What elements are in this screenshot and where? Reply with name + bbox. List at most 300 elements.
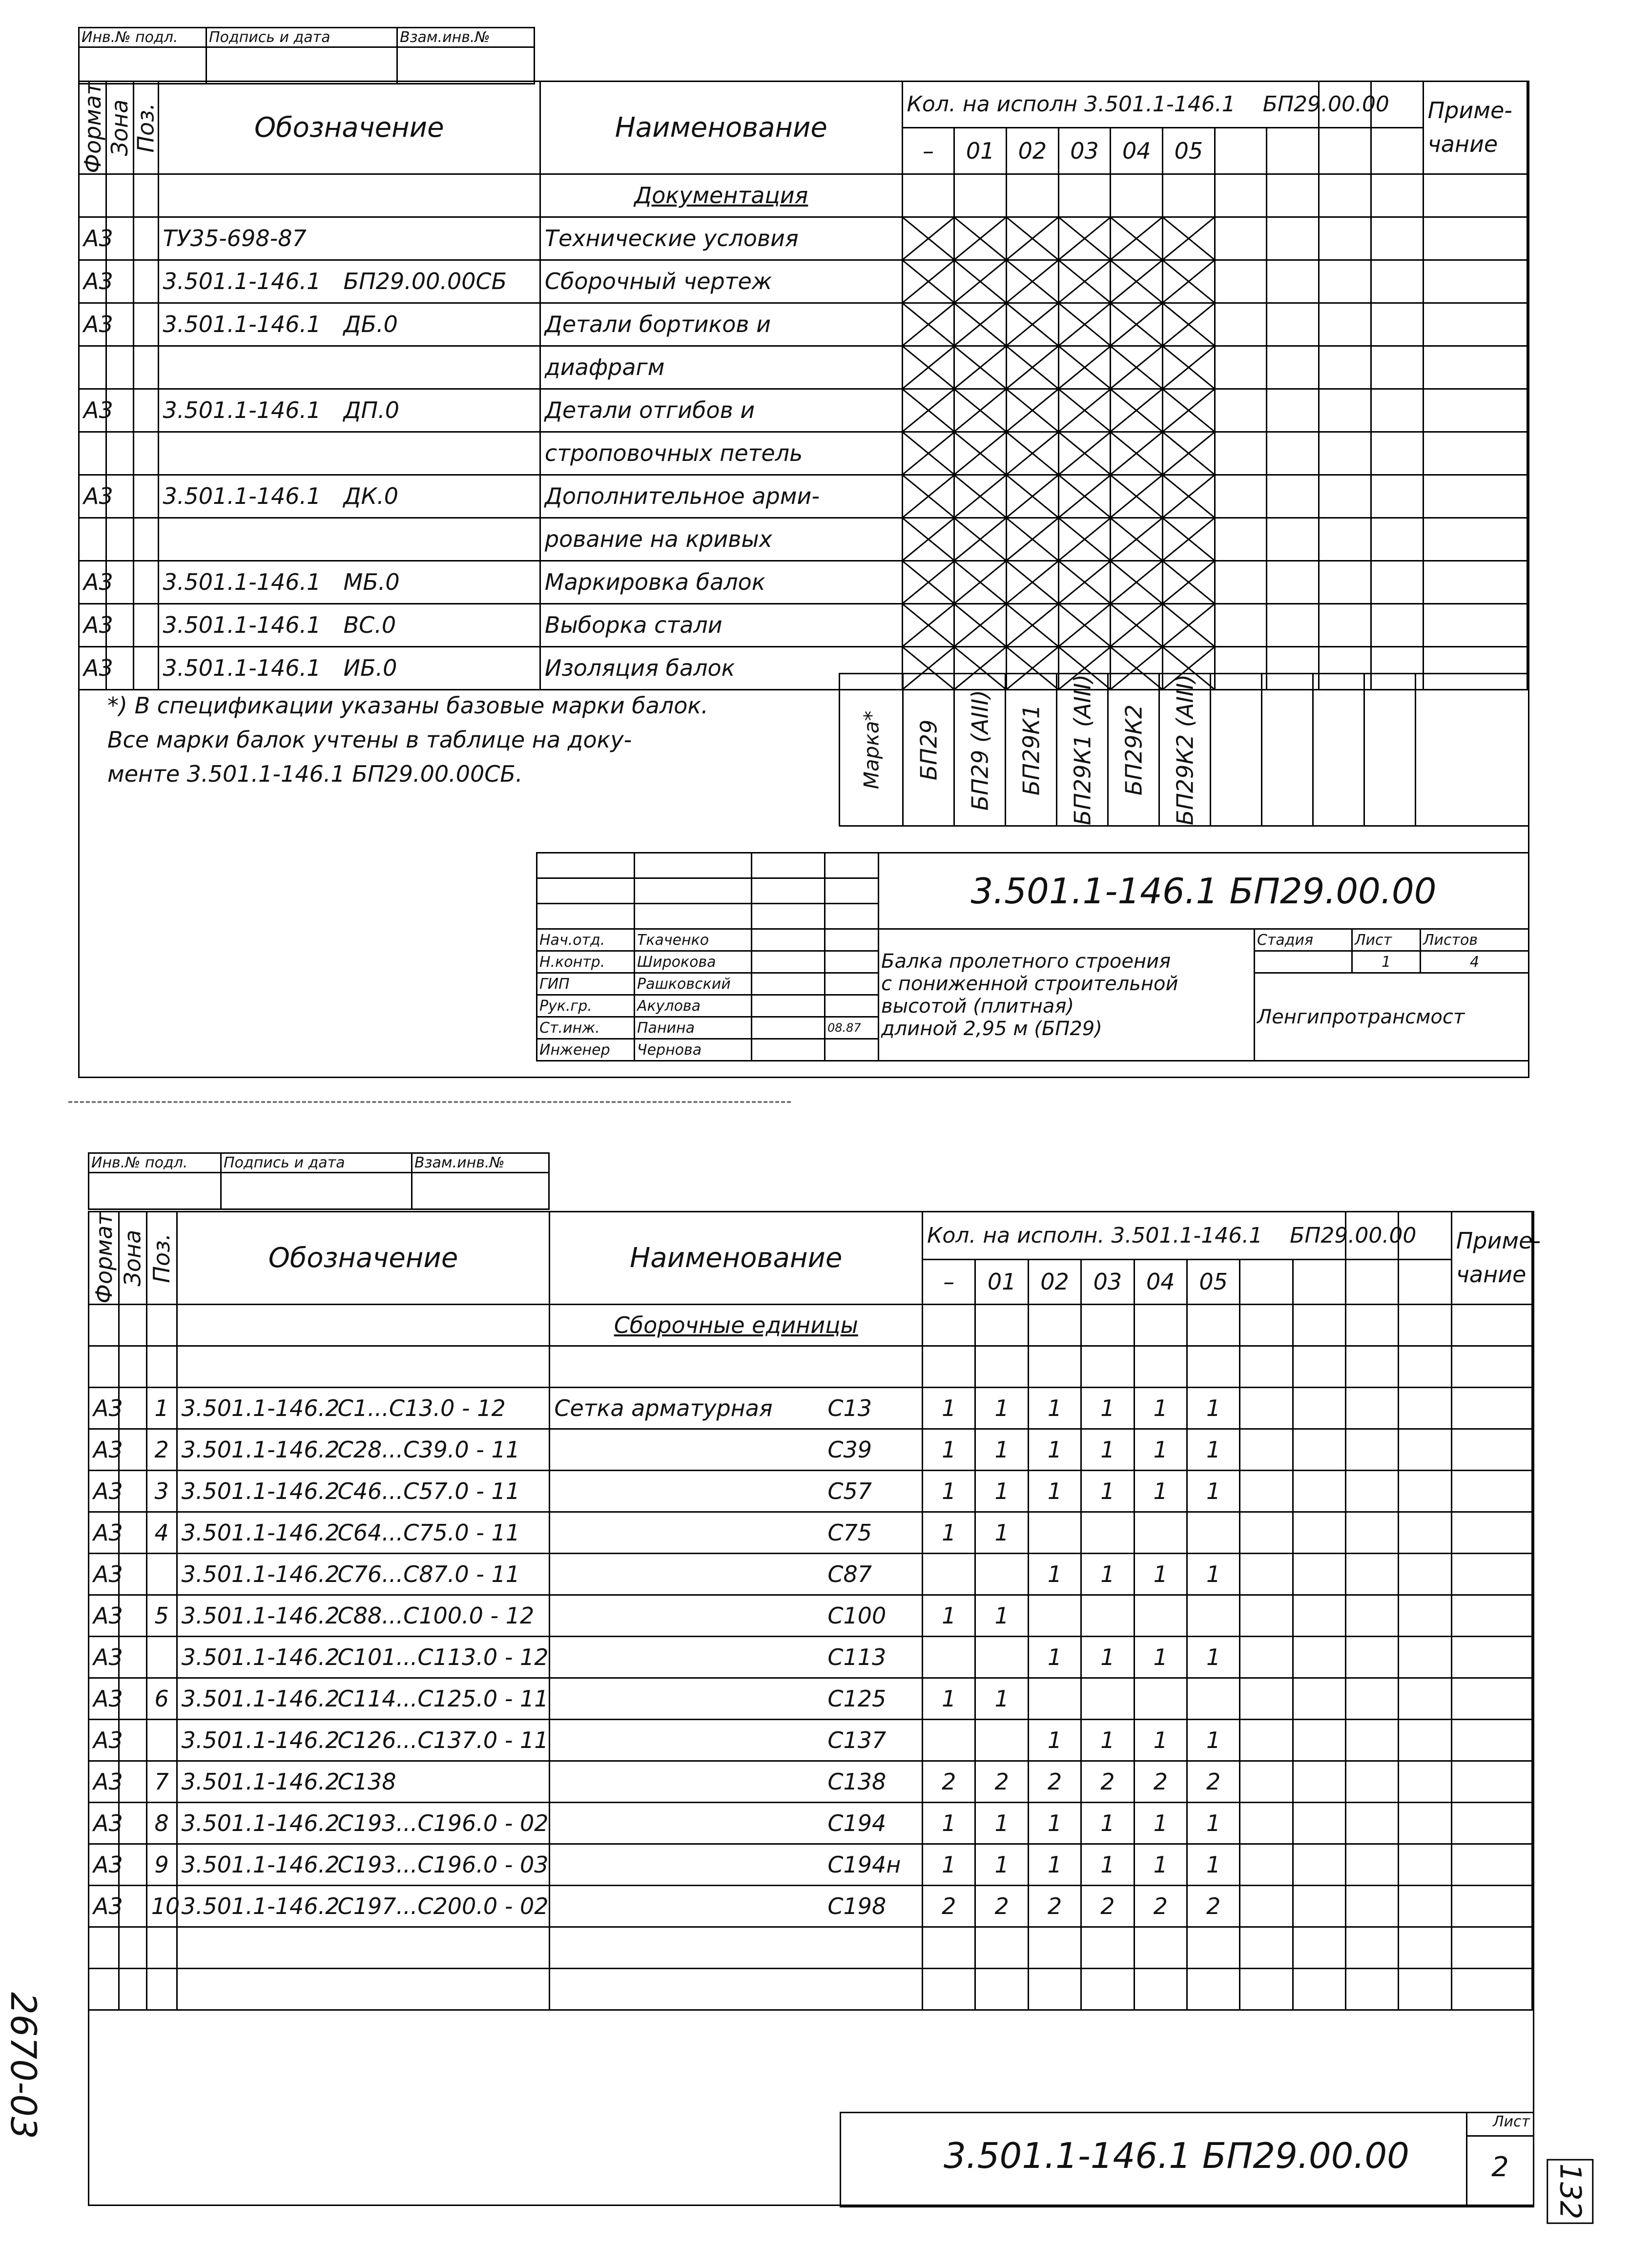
cross-mark xyxy=(902,346,954,389)
qty-cell: 2 xyxy=(975,1761,1028,1802)
qty-cell: 1 xyxy=(1187,1470,1239,1512)
row-format xyxy=(79,346,106,389)
row-format: А3 xyxy=(79,303,106,346)
row-naim xyxy=(550,1553,923,1595)
row-doc-code: С28...С39.0 - 11 xyxy=(337,1436,520,1463)
col-kol: Кол. на исполн. 3.501.1-146.1 xyxy=(927,1223,1263,1248)
qty-cell: 1 xyxy=(1028,1429,1081,1470)
qty-cell: 1 xyxy=(1028,1387,1081,1429)
cross-mark xyxy=(954,603,1007,646)
row-poz xyxy=(146,1553,177,1595)
col-zona: Зона xyxy=(106,82,133,174)
row-oboz-code: 3.501.1-146.2 xyxy=(181,1561,340,1587)
row-mark: С194 xyxy=(827,1810,887,1836)
col-isp-5: 05 xyxy=(1163,127,1215,174)
qty-cell: 1 xyxy=(923,1678,975,1719)
qty-cell: 1 xyxy=(975,1387,1028,1429)
cross-mark xyxy=(1058,346,1111,389)
cross-mark xyxy=(1007,346,1059,389)
spec-row xyxy=(79,432,1527,475)
col-isp-3: 03 xyxy=(1081,1259,1134,1304)
cross-mark xyxy=(1058,432,1111,475)
row-format: А3 xyxy=(89,1761,119,1802)
cross-mark xyxy=(1163,346,1215,389)
mark-4: БП29К2 xyxy=(1108,674,1159,826)
row-mark: С138 xyxy=(827,1768,887,1795)
col-isp-5: 05 xyxy=(1187,1259,1239,1304)
cross-mark xyxy=(1163,217,1215,260)
row-doc-code: ДБ.0 xyxy=(343,311,398,338)
qty-cell: 1 xyxy=(923,1429,975,1470)
qty-cell: 1 xyxy=(975,1429,1028,1470)
title-name-line: высотой (плитная) xyxy=(881,995,1074,1018)
spec-row xyxy=(79,303,1527,346)
row-format xyxy=(79,432,106,475)
row-poz xyxy=(133,217,158,260)
row-oboz-code: 3.501.1-146.2 xyxy=(181,1602,340,1629)
col-zona: Зона xyxy=(119,1212,146,1305)
qty-cell: 1 xyxy=(1187,1553,1239,1595)
cross-mark xyxy=(1163,389,1215,432)
cross-mark xyxy=(902,303,954,346)
row-mark: С100 xyxy=(827,1602,887,1629)
role: Рук.гр. xyxy=(537,995,635,1017)
row-naim: Технические условия xyxy=(540,217,902,260)
row-naim xyxy=(550,1844,923,1885)
title-block-2 xyxy=(840,2112,1534,2207)
cross-mark xyxy=(1163,303,1215,346)
row-naim xyxy=(550,1387,923,1429)
row-naim: Детали бортиков и xyxy=(540,303,902,346)
row-mark: С87 xyxy=(827,1561,872,1587)
row-oboz xyxy=(158,303,540,346)
row-oboz-code: 3.501.1-146.2 xyxy=(181,1810,340,1836)
qty-cell: 1 xyxy=(1081,1802,1134,1844)
cross-mark xyxy=(954,475,1007,518)
cross-mark xyxy=(954,260,1007,303)
row-doc-code: С114...С125.0 - 11 xyxy=(337,1685,549,1712)
row-poz xyxy=(133,389,158,432)
row-poz: 3 xyxy=(146,1470,177,1512)
row-oboz xyxy=(177,1719,550,1761)
spec-row xyxy=(89,1885,1532,1927)
col-isp-0: – xyxy=(923,1259,975,1304)
qty-cell xyxy=(1081,1595,1134,1636)
qty-cell: 2 xyxy=(1187,1761,1239,1802)
qty-cell: 1 xyxy=(975,1678,1028,1719)
qty-cell: 1 xyxy=(923,1470,975,1512)
cross-mark xyxy=(1111,303,1163,346)
cross-mark xyxy=(1058,518,1111,561)
cross-mark xyxy=(1111,475,1163,518)
cross-mark xyxy=(1058,217,1111,260)
row-oboz-code: 3.501.1-146.2 xyxy=(181,1394,340,1421)
qty-cell: 2 xyxy=(1081,1761,1134,1802)
stadia-label: Стадия xyxy=(1255,929,1352,951)
row-format: А3 xyxy=(79,561,106,603)
qty-cell: 1 xyxy=(923,1595,975,1636)
mark-3: БП29К1 (АIII) xyxy=(1057,674,1108,826)
row-oboz xyxy=(158,475,540,518)
row-oboz-code: 3.501.1-146.2 xyxy=(181,1436,340,1463)
spec-row xyxy=(79,475,1527,518)
cross-mark xyxy=(902,518,954,561)
col-isp-0: – xyxy=(902,127,954,174)
row-format xyxy=(79,174,106,217)
row-poz xyxy=(133,346,158,389)
spec-row xyxy=(79,518,1527,561)
title-name-line: с пониженной строительной xyxy=(881,972,1178,995)
qty-cell: 1 xyxy=(975,1844,1028,1885)
row-naim xyxy=(550,1885,923,1927)
row-oboz xyxy=(158,603,540,646)
row-mark: С137 xyxy=(827,1727,887,1753)
qty-cell xyxy=(1081,1678,1134,1719)
qty-cell: 2 xyxy=(1028,1761,1081,1802)
qty-cell xyxy=(1028,1512,1081,1553)
note-line: менте 3.501.1-146.1 БП29.00.00СБ. xyxy=(107,761,523,787)
qty-cell: 1 xyxy=(1134,1636,1187,1678)
role: Нач.отд. xyxy=(537,929,635,951)
row-mark: С194н xyxy=(827,1851,901,1878)
row-poz xyxy=(133,561,158,603)
spec-table-1 xyxy=(78,81,1528,690)
qty-cell: 1 xyxy=(1134,1387,1187,1429)
spec-row xyxy=(89,1761,1532,1802)
row-doc-code: С46...С57.0 - 11 xyxy=(337,1477,520,1504)
cross-mark xyxy=(1007,217,1059,260)
col-naim: Наименование xyxy=(540,82,902,174)
qty-cell: 1 xyxy=(923,1802,975,1844)
qty-cell: 2 xyxy=(1081,1885,1134,1927)
row-poz xyxy=(133,603,158,646)
row-naim: Сборочный чертеж xyxy=(540,260,902,303)
row-format: А3 xyxy=(89,1636,119,1678)
spec-row xyxy=(89,1595,1532,1636)
row-oboz-code: 3.501.1-146.1 xyxy=(163,483,321,510)
row-oboz xyxy=(177,1553,550,1595)
qty-cell: 1 xyxy=(1134,1844,1187,1885)
row-oboz-code: 3.501.1-146.1 xyxy=(163,569,321,596)
row-doc-code: МБ.0 xyxy=(343,569,400,596)
corner-sig: Подпись и дата xyxy=(206,28,397,47)
corner-vzam: Взам.инв.№ xyxy=(412,1153,549,1173)
qty-cell xyxy=(975,1553,1028,1595)
cross-mark xyxy=(1058,260,1111,303)
cross-mark xyxy=(954,389,1007,432)
row-format: А3 xyxy=(89,1470,119,1512)
row-naim: Выборка стали xyxy=(540,603,902,646)
list-label: Лист xyxy=(1467,2113,1533,2137)
corner-vzam: Взам.инв.№ xyxy=(397,28,535,47)
mark-2: БП29К1 xyxy=(1006,674,1057,826)
row-poz: 10 xyxy=(146,1885,177,1927)
cross-mark xyxy=(954,303,1007,346)
row-oboz-code: 3.501.1-146.2 xyxy=(181,1519,340,1546)
row-oboz xyxy=(177,1678,550,1719)
spec-row xyxy=(89,1636,1532,1678)
corner-stamp-1 xyxy=(78,27,535,84)
corner-stamp-2 xyxy=(88,1152,550,1210)
spec-row xyxy=(89,1553,1532,1595)
qty-cell: 1 xyxy=(1134,1470,1187,1512)
row-mark: С57 xyxy=(827,1477,872,1504)
row-oboz xyxy=(158,217,540,260)
note-line: *) В спецификации указаны базовые марки балок. xyxy=(107,692,708,719)
row-mark: С113 xyxy=(827,1644,887,1670)
row-naim: Документация xyxy=(540,174,902,217)
row-format: А3 xyxy=(79,260,106,303)
row-oboz xyxy=(177,1429,550,1470)
role: Н.контр. xyxy=(537,951,635,973)
col-isp-1: 01 xyxy=(975,1259,1028,1304)
row-mark: С198 xyxy=(827,1893,887,1919)
row-mark: С125 xyxy=(827,1685,887,1712)
row-oboz xyxy=(177,1885,550,1927)
spec-row xyxy=(89,1844,1532,1885)
row-oboz-code: 3.501.1-146.2 xyxy=(181,1685,340,1712)
row-oboz xyxy=(158,389,540,432)
row-oboz-code: ТУ35-698-87 xyxy=(163,225,307,252)
row-naim xyxy=(550,1802,923,1844)
row-oboz-code: 3.501.1-146.2 xyxy=(181,1893,340,1919)
cross-mark xyxy=(902,260,954,303)
row-oboz xyxy=(177,1844,550,1885)
cross-mark xyxy=(954,518,1007,561)
qty-cell: 1 xyxy=(975,1802,1028,1844)
mark-5: БП29К2 (АIII) xyxy=(1159,674,1211,826)
qty-cell: 2 xyxy=(1134,1761,1187,1802)
spec-row xyxy=(89,1719,1532,1761)
title-code-2: 3.501.1-146.1 БП29.00.00 xyxy=(944,2135,1409,2176)
row-oboz-code: 3.501.1-146.1 xyxy=(163,612,321,639)
qty-cell: 1 xyxy=(1028,1802,1081,1844)
row-oboz-code: 3.501.1-146.2 xyxy=(181,1727,340,1753)
qty-cell: 2 xyxy=(975,1885,1028,1927)
cross-mark xyxy=(954,561,1007,603)
row-naim: Дополнительное арми- xyxy=(540,475,902,518)
cross-mark xyxy=(902,603,954,646)
qty-cell: 2 xyxy=(923,1761,975,1802)
col-format: Формат xyxy=(79,82,106,173)
cross-mark xyxy=(1111,561,1163,603)
cross-mark xyxy=(1058,561,1111,603)
qty-cell: 1 xyxy=(1028,1553,1081,1595)
col-isp-2: 02 xyxy=(1028,1259,1081,1304)
row-poz xyxy=(133,432,158,475)
row-poz: 6 xyxy=(146,1678,177,1719)
row-doc-code: С76...С87.0 - 11 xyxy=(337,1561,520,1587)
qty-cell xyxy=(1187,1595,1239,1636)
row-poz: 1 xyxy=(146,1387,177,1429)
qty-cell: 1 xyxy=(923,1387,975,1429)
row-oboz-code: 3.501.1-146.2 xyxy=(181,1477,340,1504)
col-isp-2: 02 xyxy=(1007,127,1059,174)
date: 08.87 xyxy=(825,1017,879,1039)
qty-cell: 2 xyxy=(1028,1885,1081,1927)
row-naim xyxy=(550,1761,923,1802)
qty-cell: 1 xyxy=(1187,1802,1239,1844)
row-naim: строповочных петель xyxy=(540,432,902,475)
row-oboz-code: 3.501.1-146.2 xyxy=(181,1644,340,1670)
role: Ст.инж. xyxy=(537,1017,635,1039)
cross-mark xyxy=(1163,518,1215,561)
list-value: 2 xyxy=(1491,2151,1509,2183)
qty-cell: 1 xyxy=(1028,1719,1081,1761)
row-format: А3 xyxy=(89,1553,119,1595)
note-line: Все марки балок учтены в таблице на доку- xyxy=(107,727,632,753)
row-naim: Изоляция балок xyxy=(540,646,902,689)
row-oboz-code: 3.501.1-146.1 xyxy=(163,655,321,682)
qty-cell: 1 xyxy=(1187,1429,1239,1470)
qty-cell xyxy=(1187,1678,1239,1719)
row-doc-code: БП29.00.00СБ xyxy=(343,268,507,295)
row-doc-code: ДК.0 xyxy=(343,483,399,510)
row-oboz xyxy=(158,646,540,689)
cross-mark xyxy=(1163,561,1215,603)
row-doc-code: С126...С137.0 - 11 xyxy=(337,1727,549,1753)
row-doc-code: ДП.0 xyxy=(343,397,399,424)
row-format: А3 xyxy=(79,389,106,432)
cross-mark xyxy=(1111,389,1163,432)
person: Акулова xyxy=(635,995,752,1017)
col-oboz: Обозначение xyxy=(158,82,540,174)
spec-row xyxy=(89,1470,1532,1512)
cross-mark xyxy=(1007,475,1059,518)
cross-mark xyxy=(1058,475,1111,518)
row-doc-code: ВС.0 xyxy=(343,612,396,639)
note xyxy=(107,688,708,791)
row-oboz xyxy=(177,1802,550,1844)
cross-mark xyxy=(1163,260,1215,303)
cross-mark xyxy=(1007,260,1059,303)
row-naim xyxy=(550,1470,923,1512)
spec-row xyxy=(79,603,1527,646)
qty-cell: 1 xyxy=(1187,1636,1239,1678)
archive-number: 2670-03 xyxy=(3,1992,44,2139)
col-format: Формат xyxy=(89,1212,119,1305)
row-naim xyxy=(550,1719,923,1761)
row-poz: 4 xyxy=(146,1512,177,1553)
col-poz: Поз. xyxy=(133,82,158,174)
corner-inv: Инв.№ подл. xyxy=(79,28,206,47)
row-oboz xyxy=(177,1595,550,1636)
row-poz xyxy=(133,260,158,303)
row-format: А3 xyxy=(89,1512,119,1553)
row-doc-code: С193...С196.0 - 03 xyxy=(337,1851,549,1878)
qty-cell: 1 xyxy=(1187,1387,1239,1429)
qty-cell: 1 xyxy=(1081,1719,1134,1761)
qty-cell: 2 xyxy=(923,1885,975,1927)
qty-cell: 1 xyxy=(1028,1636,1081,1678)
row-naim xyxy=(550,1636,923,1678)
row-format: А3 xyxy=(79,217,106,260)
corner-sig: Подпись и дата xyxy=(221,1153,412,1173)
qty-cell: 1 xyxy=(975,1470,1028,1512)
row-poz xyxy=(133,518,158,561)
separator xyxy=(68,1101,791,1103)
row-format: А3 xyxy=(89,1885,119,1927)
row-poz xyxy=(133,475,158,518)
row-format: А3 xyxy=(79,475,106,518)
spec-row xyxy=(79,260,1527,303)
row-doc-code: С1...С13.0 - 12 xyxy=(337,1394,506,1421)
corner-inv: Инв.№ подл. xyxy=(89,1153,221,1173)
row-format: А3 xyxy=(89,1387,119,1429)
qty-cell: 1 xyxy=(1134,1802,1187,1844)
spec-row xyxy=(89,1802,1532,1844)
col-oboz: Обозначение xyxy=(177,1212,550,1305)
row-oboz-code: 3.501.1-146.2 xyxy=(181,1851,340,1878)
qty-cell: 1 xyxy=(1134,1429,1187,1470)
qty-cell: 1 xyxy=(1081,1470,1134,1512)
row-format: А3 xyxy=(79,603,106,646)
row-mark: С75 xyxy=(827,1519,872,1546)
qty-cell xyxy=(923,1719,975,1761)
title-name-line: длиной 2,95 м (БП29) xyxy=(881,1017,1102,1040)
role: Инженер xyxy=(537,1039,635,1061)
cross-mark xyxy=(1058,603,1111,646)
row-oboz xyxy=(177,1387,550,1429)
row-naim xyxy=(550,1429,923,1470)
cross-mark xyxy=(902,217,954,260)
qty-cell xyxy=(1028,1678,1081,1719)
row-naim: диафрагм xyxy=(540,346,902,389)
marks-table xyxy=(839,673,1529,827)
row-format: А3 xyxy=(89,1429,119,1470)
col-kol-code: БП29.00.00 xyxy=(1262,92,1389,117)
cross-mark xyxy=(1007,432,1059,475)
row-oboz-code: 3.501.1-146.1 xyxy=(163,397,321,424)
row-naim: Маркировка балок xyxy=(540,561,902,603)
row-oboz xyxy=(177,1512,550,1553)
row-doc-code: С88...С100.0 - 12 xyxy=(337,1602,535,1629)
qty-cell: 1 xyxy=(975,1512,1028,1553)
row-oboz xyxy=(158,561,540,603)
row-oboz-code: 3.501.1-146.1 xyxy=(163,311,321,338)
title-name-line: Балка пролетного строения xyxy=(881,950,1171,973)
spec-row xyxy=(79,389,1527,432)
qty-cell: 1 xyxy=(1081,1636,1134,1678)
person: Чернова xyxy=(635,1039,752,1061)
cross-mark xyxy=(1163,475,1215,518)
row-naim xyxy=(550,1595,923,1636)
row-oboz xyxy=(177,1761,550,1802)
row-oboz xyxy=(177,1636,550,1678)
row-format: А3 xyxy=(89,1844,119,1885)
marka-label: Марка* xyxy=(840,674,903,826)
org: Ленгипротрансмост xyxy=(1257,1005,1465,1028)
cross-mark xyxy=(1111,518,1163,561)
cross-mark xyxy=(954,217,1007,260)
row-poz: 9 xyxy=(146,1844,177,1885)
row-naim: Детали отгибов и xyxy=(540,389,902,432)
row-oboz xyxy=(158,432,540,475)
row-poz xyxy=(133,646,158,689)
row-poz: 5 xyxy=(146,1595,177,1636)
spec-row xyxy=(79,561,1527,603)
row-format xyxy=(79,518,106,561)
qty-cell xyxy=(923,1553,975,1595)
row-doc-code: С101...С113.0 - 12 xyxy=(337,1644,549,1670)
cross-mark xyxy=(1111,432,1163,475)
cross-mark xyxy=(902,475,954,518)
spec-row xyxy=(79,174,1527,217)
row-mark: С13 xyxy=(827,1394,872,1421)
cross-mark xyxy=(1058,303,1111,346)
row-oboz xyxy=(158,174,540,217)
qty-cell: 1 xyxy=(1134,1553,1187,1595)
